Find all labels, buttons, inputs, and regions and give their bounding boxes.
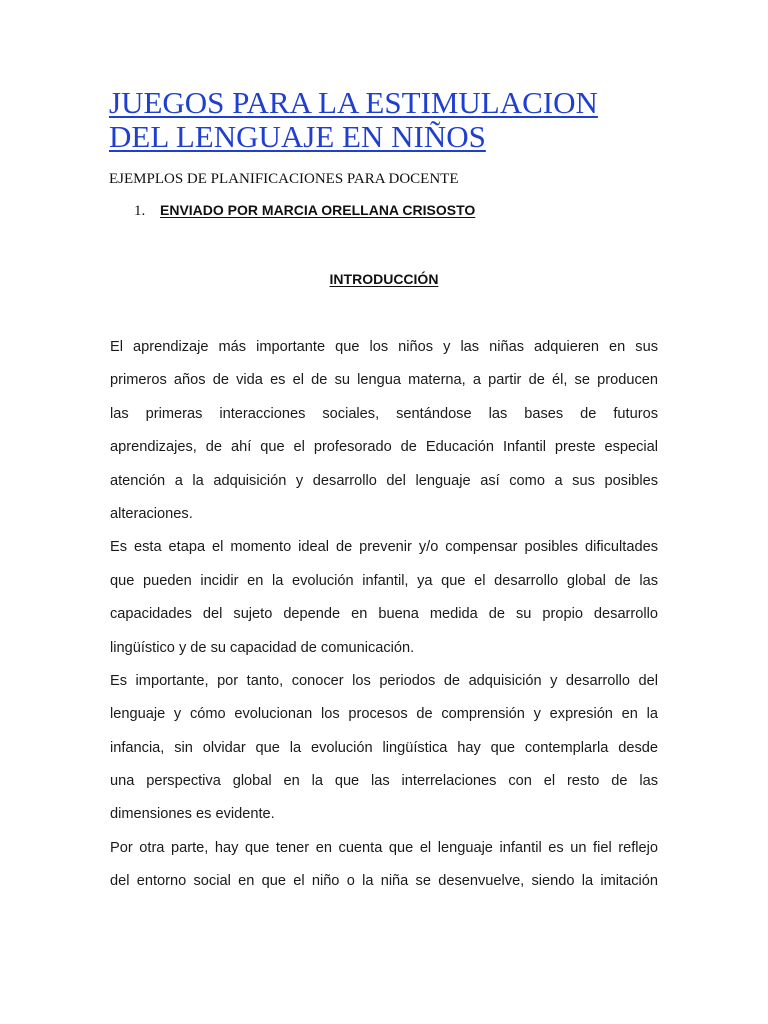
body-text <box>110 334 658 902</box>
paragraph <box>110 334 658 534</box>
text-line: El aprendizaje más importante que los niños y las niñas adquieren en sus <box>110 339 658 355</box>
text-line: infancia, sin olvidar que la evolución lingüística hay que contemplarla desde <box>110 739 658 756</box>
text-line: una perspectiva global en la que las interrelaciones con el resto de las <box>110 773 658 790</box>
text-line: que pueden incidir en la evolución infantil, ya que el desarrollo global de las <box>110 572 658 589</box>
title-line[interactable]: DEL LENGUAJE EN NIÑOS <box>109 119 486 154</box>
text-line: atención a la adquisición y desarrollo del lenguaje así como a sus posibles <box>110 472 658 489</box>
paragraph <box>110 668 658 835</box>
document-title[interactable] <box>109 86 669 154</box>
text-line: dimensiones es evidente. <box>110 806 275 823</box>
list-number: 1. <box>134 203 146 219</box>
text-line: capacidades del sujeto depende en buena medida de su propio desarrollo <box>110 606 658 623</box>
document-subtitle: EJEMPLOS DE PLANIFICACIONES PARA DOCENTE <box>109 171 459 187</box>
text-line: lenguaje y cómo evolucionan los procesos de comprensión y expresión en la <box>110 706 658 723</box>
text-line: del entorno social en que el niño o la niña se desenvuelve, siendo la imitación <box>110 873 658 890</box>
text-line: Es esta etapa el momento ideal de prevenir y/o compensar posibles dificultades <box>110 539 658 556</box>
paragraph <box>110 534 658 668</box>
text-line: las primeras interacciones sociales, sentándose las bases de futuros <box>110 405 658 422</box>
text-line: Por otra parte, hay que tener en cuenta que el lenguaje infantil es un fiel reflejo <box>110 839 658 856</box>
section-heading: INTRODUCCIÓN <box>329 271 439 287</box>
text-line: primeros años de vida es el de su lengua materna, a partir de él, se producen <box>110 372 658 389</box>
author-credit: ENVIADO POR MARCIA ORELLANA CRISOSTO <box>160 202 476 218</box>
title-line[interactable]: JUEGOS PARA LA ESTIMULACION <box>109 85 598 120</box>
text-line: Es importante, por tanto, conocer los periodos de adquisición y desarrollo del <box>110 672 658 689</box>
numbered-list-item <box>134 202 475 220</box>
text-line: aprendizajes, de ahí que el profesorado de Educación Infantil preste especial <box>110 439 658 456</box>
paragraph <box>110 835 658 902</box>
text-line: lingüístico y de su capacidad de comunicación. <box>110 639 415 656</box>
text-line: alteraciones. <box>110 505 193 522</box>
